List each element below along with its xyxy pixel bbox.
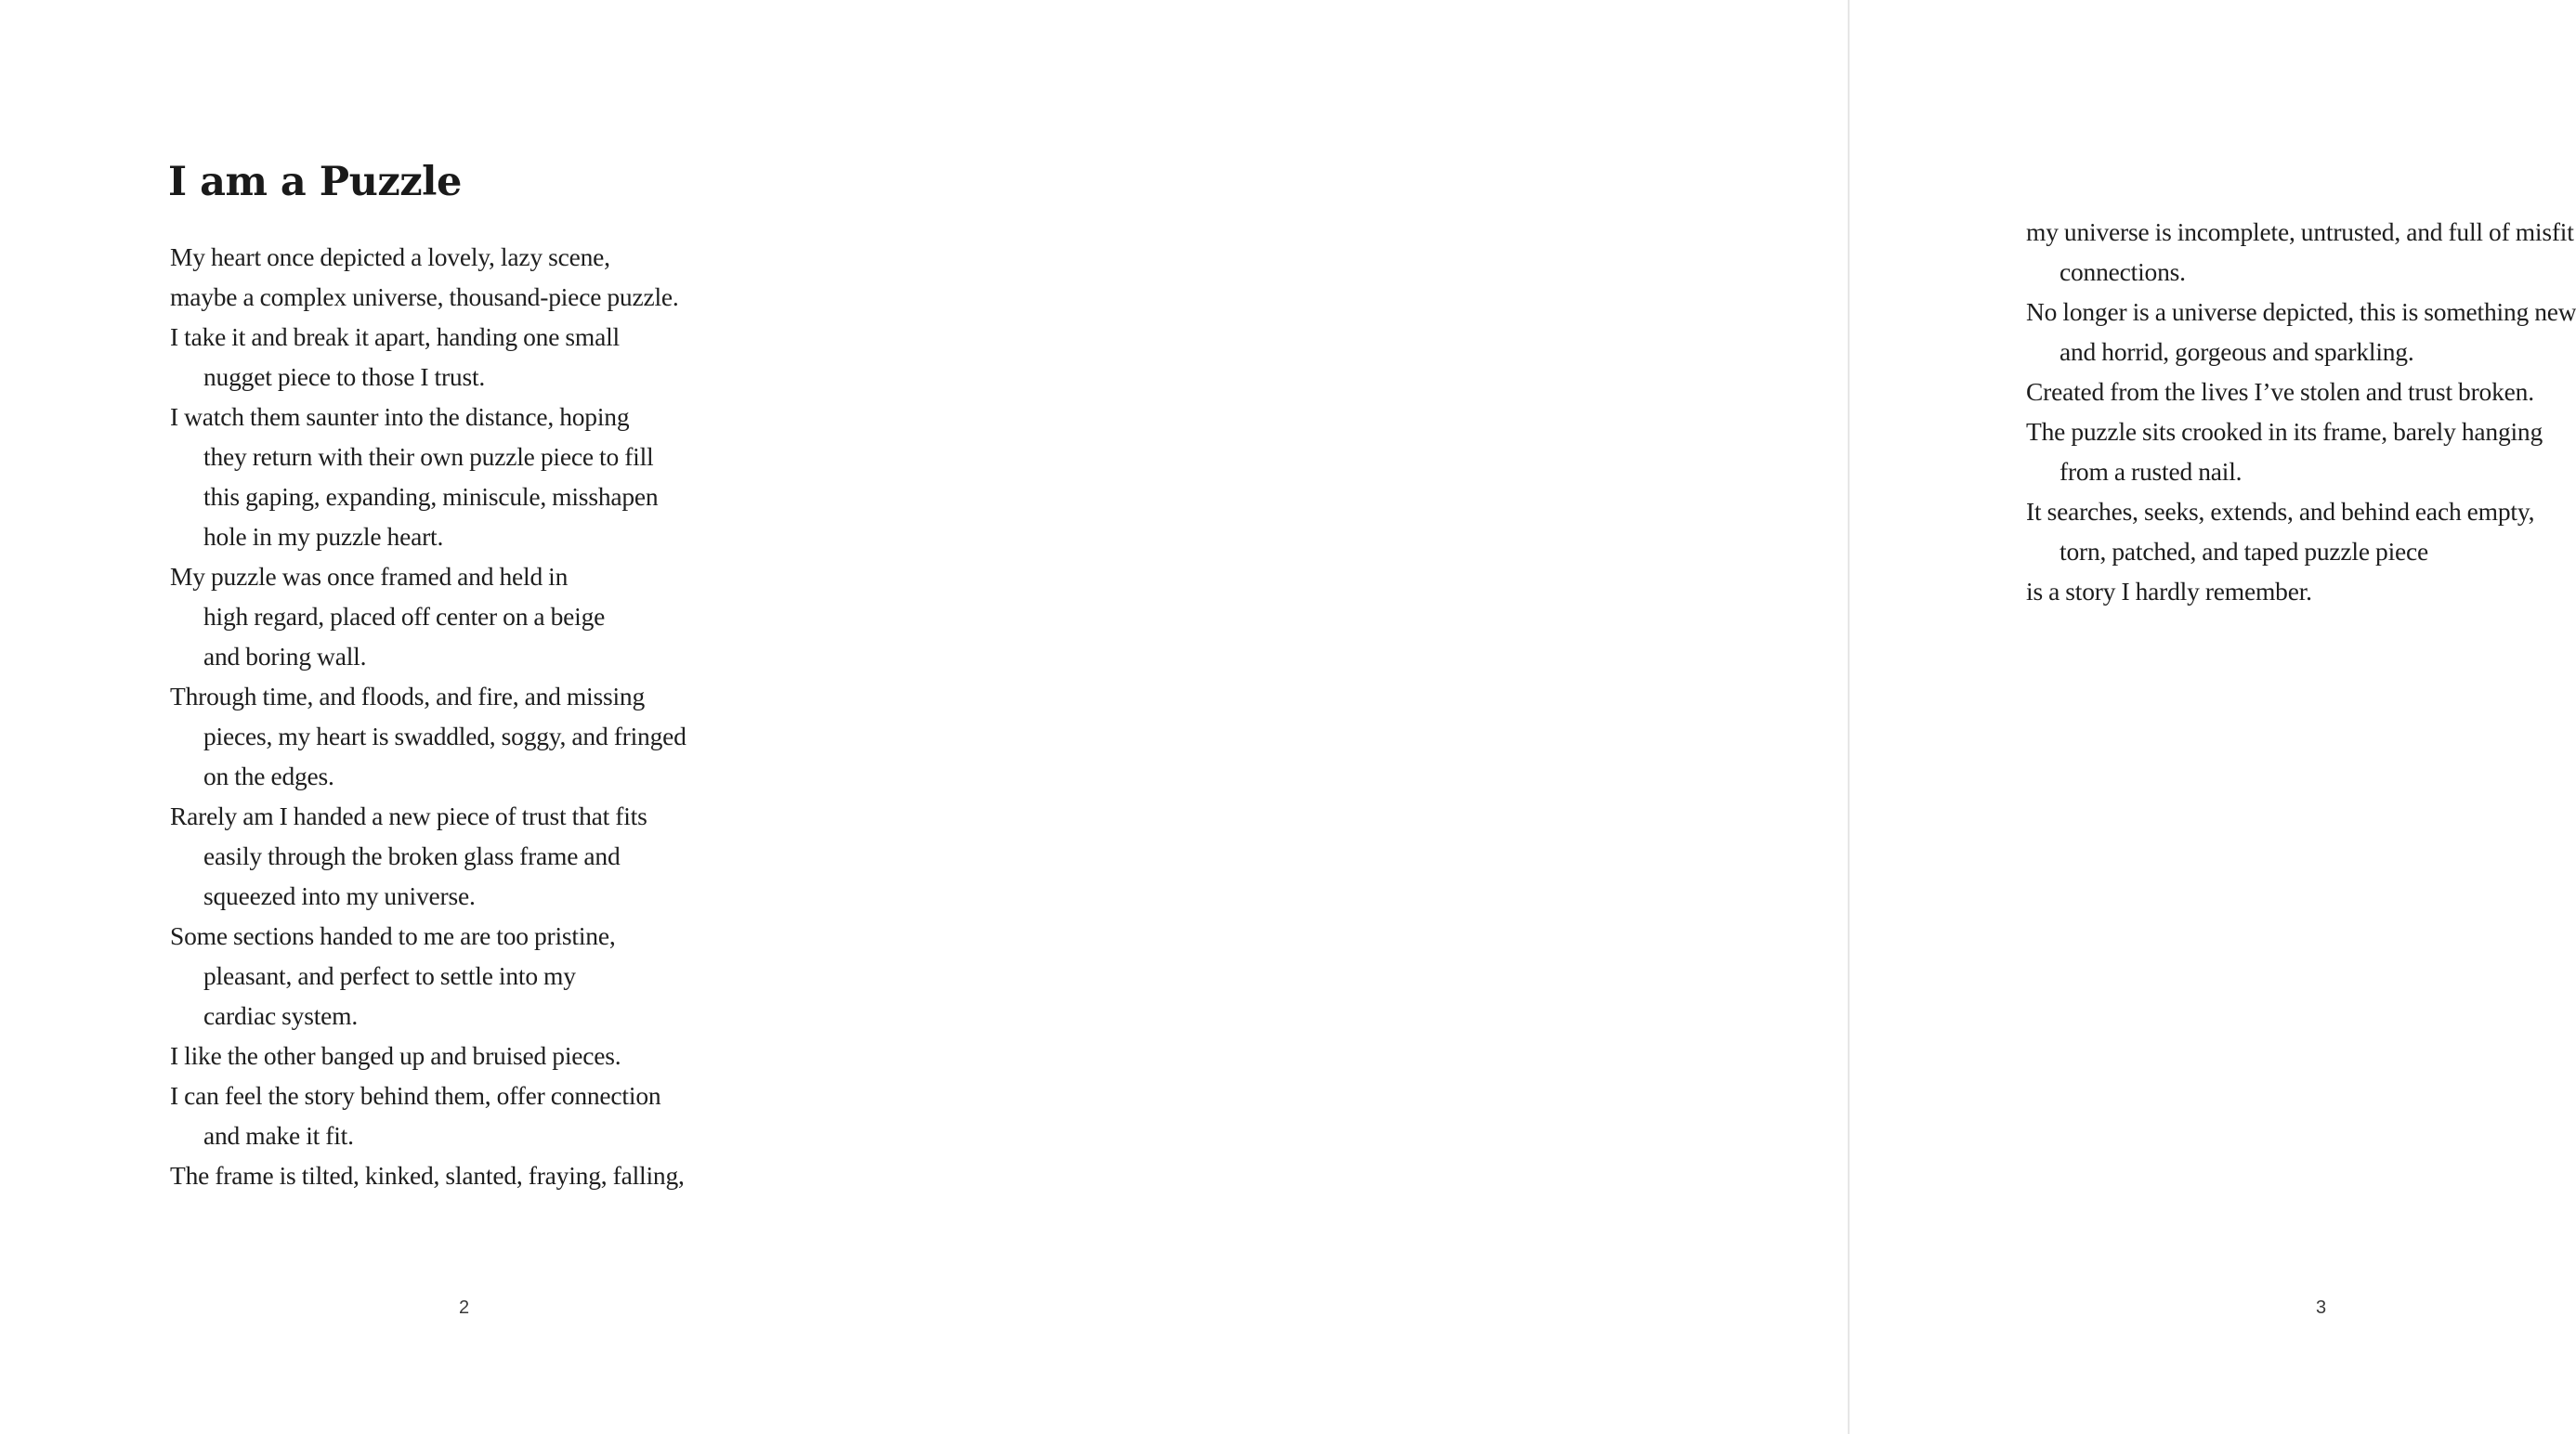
poem-title: I am a Puzzle xyxy=(168,159,462,205)
poem-line: It searches, seeks, extends, and behind each empty, xyxy=(2026,497,2535,526)
poem-line-continuation: this gaping, expanding, miniscule, misshapen xyxy=(203,482,659,511)
poem-line-continuation: connections. xyxy=(2059,257,2186,286)
poem-line-continuation: they return with their own puzzle piece to fill xyxy=(203,442,654,471)
poem-line-continuation: squeezed into my universe. xyxy=(203,881,476,910)
poem-line-continuation: hole in my puzzle heart. xyxy=(203,522,444,551)
poem-line-continuation: torn, patched, and taped puzzle piece xyxy=(2059,537,2429,566)
poem-line: The puzzle sits crooked in its frame, barely hanging xyxy=(2026,417,2543,446)
poem-line: Rarely am I handed a new piece of trust that fits xyxy=(170,802,647,830)
poem-line: is a story I hardly remember. xyxy=(2026,577,2312,606)
poem-text-left xyxy=(170,237,686,1195)
poem-text-right xyxy=(2026,212,2576,611)
poem-line: The frame is tilted, kinked, slanted, fraying, falling, xyxy=(170,1161,685,1190)
poem-line-continuation: and horrid, gorgeous and sparkling. xyxy=(2059,337,2414,366)
poem-line: I take it and break it apart, handing one small xyxy=(170,322,620,351)
poem-line-continuation: nugget piece to those I trust. xyxy=(203,362,486,391)
poem-line-continuation: from a rusted nail. xyxy=(2059,457,2243,486)
poem-line: Created from the lives I’ve stolen and trust broken. xyxy=(2026,377,2534,406)
poem-line-continuation: on the edges. xyxy=(203,762,334,790)
page-number-right: 3 xyxy=(2316,1297,2327,1318)
poem-line: Some sections handed to me are too pristine, xyxy=(170,921,616,950)
poem-line: maybe a complex universe, thousand-piece puzzle. xyxy=(170,282,679,311)
left-page xyxy=(0,0,929,1434)
page-number-left: 2 xyxy=(459,1297,470,1318)
poem-line-continuation: pleasant, and perfect to settle into my xyxy=(203,961,576,990)
poem-line: I watch them saunter into the distance, hoping xyxy=(170,402,630,431)
poem-line: My puzzle was once framed and held in xyxy=(170,562,569,591)
poem-line: My heart once depicted a lovely, lazy scene, xyxy=(170,242,610,271)
poem-line-continuation: and make it fit. xyxy=(203,1121,354,1150)
poem-line: Through time, and floods, and fire, and missing xyxy=(170,682,646,710)
poem-line-continuation: easily through the broken glass frame and xyxy=(203,841,621,870)
poem-line-continuation: high regard, placed off center on a beige xyxy=(203,602,606,631)
poem-line-continuation: and boring wall. xyxy=(203,642,367,671)
poem-line-continuation: pieces, my heart is swaddled, soggy, and fringed xyxy=(203,722,686,750)
poem-line: No longer is a universe depicted, this is something new xyxy=(2026,297,2576,326)
poem-line: I like the other banged up and bruised pieces. xyxy=(170,1041,621,1070)
poem-line-continuation: cardiac system. xyxy=(203,1001,359,1030)
poem-line: my universe is incomplete, untrusted, and full of misfit xyxy=(2026,217,2574,246)
right-page xyxy=(929,0,2576,1434)
page-edge-divider xyxy=(1848,0,1850,1434)
poem-line: I can feel the story behind them, offer connection xyxy=(170,1081,661,1110)
